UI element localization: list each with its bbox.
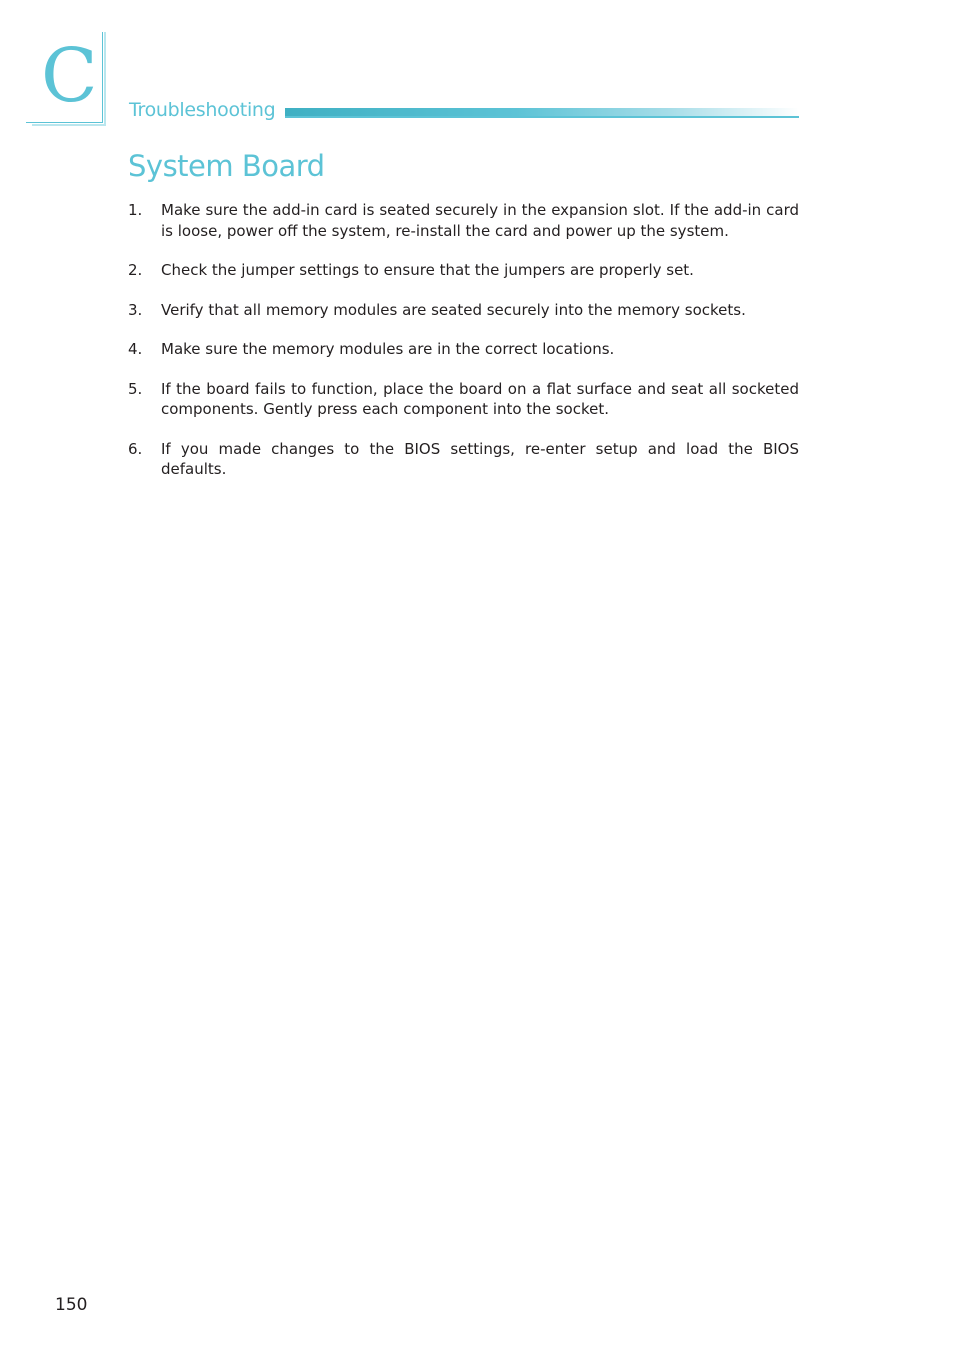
list-item xyxy=(128,339,799,360)
step-text: If you made changes to the BIOS settings, re-enter setup and load the BIOS defaults. xyxy=(161,439,799,478)
step-number: 4. xyxy=(128,340,143,358)
list-item xyxy=(128,300,799,321)
header-bar-gradient xyxy=(285,108,799,116)
troubleshooting-steps xyxy=(128,200,799,499)
step-text: Make sure the memory modules are in the correct locations. xyxy=(161,340,615,358)
step-number: 5. xyxy=(128,379,143,398)
step-number: 1. xyxy=(128,201,143,219)
header-bar-rule xyxy=(285,116,799,118)
chapter-mark xyxy=(26,32,108,128)
step-number: 2. xyxy=(128,261,143,279)
header-bar xyxy=(285,108,799,118)
step-text: If the board fails to function, place the board on a flat surface and seat all socketed components. Gently press each component into the socket. xyxy=(161,379,799,418)
step-text: Verify that all memory modules are seated securely into the memory sockets. xyxy=(161,300,746,319)
list-item xyxy=(128,200,799,241)
list-item xyxy=(128,260,799,281)
page-title: System Board xyxy=(128,149,325,183)
step-text: Make sure the add-in card is seated securely in the expansion slot. If the add-in card is loose, power off the system, re-install the card and power up the system. xyxy=(161,201,799,240)
list-item xyxy=(128,439,799,480)
chapter-letter: C xyxy=(41,33,98,119)
page-number: 150 xyxy=(55,1295,88,1315)
step-text: Check the jumper settings to ensure that the jumpers are properly set. xyxy=(161,261,694,279)
section-label: Troubleshooting xyxy=(129,99,276,121)
step-number: 6. xyxy=(128,439,143,458)
list-item xyxy=(128,379,799,420)
step-number: 3. xyxy=(128,300,143,319)
